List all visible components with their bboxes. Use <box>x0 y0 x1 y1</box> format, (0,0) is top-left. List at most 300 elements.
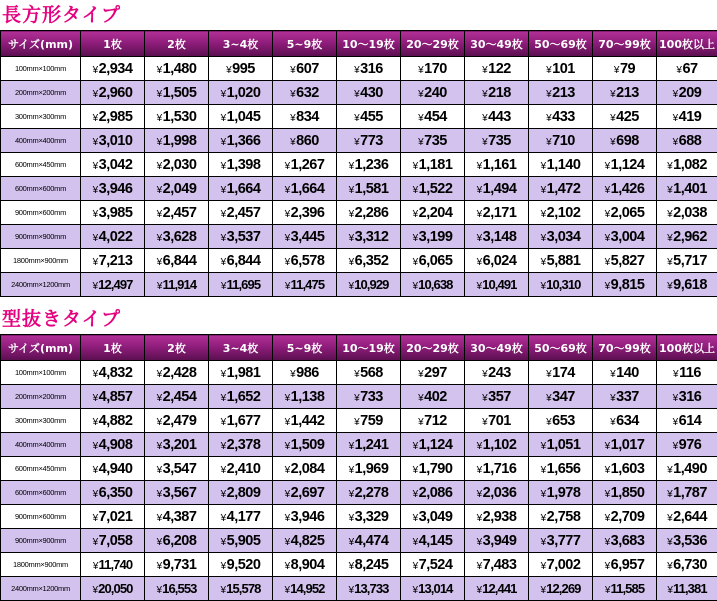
price-value: 116 <box>679 365 701 381</box>
price-value: 2,644 <box>673 509 707 525</box>
price-cell <box>401 129 465 153</box>
price-value: 7,002 <box>547 557 581 573</box>
price-value: 6,844 <box>227 253 261 269</box>
size-cell: 1800mm×900mm <box>1 553 81 577</box>
yen-symbol: ¥ <box>610 369 615 380</box>
yen-symbol: ¥ <box>605 161 610 172</box>
size-cell: 300mm×300mm <box>1 409 81 433</box>
price-cell <box>465 153 529 177</box>
table-row <box>1 225 717 249</box>
price-cell <box>593 273 657 297</box>
price-cell <box>273 481 337 505</box>
yen-symbol: ¥ <box>667 233 672 244</box>
price-value: 1,161 <box>483 157 517 173</box>
price-value: 12,497 <box>98 277 132 292</box>
price-value: 240 <box>424 85 447 101</box>
price-cell <box>209 529 273 553</box>
yen-symbol: ¥ <box>285 465 290 476</box>
price-cell <box>465 129 529 153</box>
yen-symbol: ¥ <box>285 417 290 428</box>
size-cell: 200mm×200mm <box>1 81 81 105</box>
price-cell <box>593 385 657 409</box>
price-value: 454 <box>424 109 447 125</box>
price-cell <box>401 409 465 433</box>
rectangle-type-section <box>0 0 717 297</box>
yen-symbol: ¥ <box>354 393 359 404</box>
price-value: 735 <box>424 133 447 149</box>
table-row <box>1 433 717 457</box>
price-cell <box>273 129 337 153</box>
yen-symbol: ¥ <box>93 369 98 380</box>
size-cell: 100mm×100mm <box>1 57 81 81</box>
yen-symbol: ¥ <box>546 137 551 148</box>
price-cell <box>337 81 401 105</box>
yen-symbol: ¥ <box>92 281 97 292</box>
price-value: 1,787 <box>673 485 707 501</box>
yen-symbol: ¥ <box>285 489 290 500</box>
quantity-column-header: 50～69枚 <box>529 31 593 57</box>
yen-symbol: ¥ <box>349 537 354 548</box>
yen-symbol: ¥ <box>348 281 353 292</box>
price-value: 2,171 <box>483 205 517 221</box>
price-value: 712 <box>424 413 447 429</box>
yen-symbol: ¥ <box>349 161 354 172</box>
table-row <box>1 129 717 153</box>
yen-symbol: ¥ <box>605 513 610 524</box>
price-value: 2,030 <box>163 157 197 173</box>
price-value: 218 <box>488 85 511 101</box>
price-value: 8,245 <box>355 557 389 573</box>
price-cell <box>593 433 657 457</box>
price-cell <box>273 529 337 553</box>
price-value: 20,050 <box>98 581 132 596</box>
yen-symbol: ¥ <box>93 65 98 76</box>
yen-symbol: ¥ <box>348 585 353 596</box>
price-value: 6,352 <box>355 253 389 269</box>
price-cell <box>593 201 657 225</box>
yen-symbol: ¥ <box>354 137 359 148</box>
price-value: 2,428 <box>163 365 197 381</box>
price-value: 9,520 <box>227 557 261 573</box>
price-cell <box>209 577 273 601</box>
price-value: 995 <box>232 61 255 77</box>
price-cell <box>593 577 657 601</box>
price-cell <box>145 201 209 225</box>
price-value: 976 <box>679 437 702 453</box>
yen-symbol: ¥ <box>605 185 610 196</box>
price-value: 2,960 <box>99 85 133 101</box>
quantity-column-header: 3~4枚 <box>209 31 273 57</box>
price-value: 2,278 <box>355 485 389 501</box>
price-cell <box>529 201 593 225</box>
price-cell <box>401 457 465 481</box>
price-value: 2,457 <box>227 205 261 221</box>
price-value: 316 <box>360 61 383 77</box>
price-value: 1,978 <box>547 485 581 501</box>
price-value: 4,474 <box>355 533 389 549</box>
quantity-column-header: 10～19枚 <box>337 31 401 57</box>
price-cell <box>593 57 657 81</box>
price-value: 5,881 <box>547 253 581 269</box>
price-cell <box>529 249 593 273</box>
yen-symbol: ¥ <box>221 161 226 172</box>
price-value: 1,124 <box>611 157 645 173</box>
yen-symbol: ¥ <box>541 513 546 524</box>
price-value: 2,697 <box>291 485 325 501</box>
price-cell <box>273 433 337 457</box>
price-table <box>0 30 717 297</box>
price-cell <box>145 153 209 177</box>
yen-symbol: ¥ <box>284 585 289 596</box>
price-cell <box>81 129 145 153</box>
price-cell <box>81 553 145 577</box>
yen-symbol: ¥ <box>221 393 226 404</box>
yen-symbol: ¥ <box>221 233 226 244</box>
yen-symbol: ¥ <box>477 185 482 196</box>
yen-symbol: ¥ <box>418 89 423 100</box>
yen-symbol: ¥ <box>541 233 546 244</box>
quantity-column-header: 3~4枚 <box>209 335 273 361</box>
yen-symbol: ¥ <box>477 441 482 452</box>
yen-symbol: ¥ <box>477 161 482 172</box>
price-cell <box>529 481 593 505</box>
yen-symbol: ¥ <box>354 369 359 380</box>
price-value: 1,241 <box>355 437 389 453</box>
size-column-header: サイズ(mm) <box>1 31 81 57</box>
price-value: 2,396 <box>291 205 325 221</box>
price-value: 1,998 <box>163 133 197 149</box>
yen-symbol: ¥ <box>610 417 615 428</box>
price-value: 12,441 <box>482 581 516 596</box>
price-value: 4,940 <box>99 461 133 477</box>
price-cell <box>529 129 593 153</box>
yen-symbol: ¥ <box>667 465 672 476</box>
price-cell <box>81 153 145 177</box>
yen-symbol: ¥ <box>93 417 98 428</box>
yen-symbol: ¥ <box>667 161 672 172</box>
yen-symbol: ¥ <box>482 369 487 380</box>
yen-symbol: ¥ <box>413 441 418 452</box>
price-value: 735 <box>488 133 511 149</box>
price-value: 3,049 <box>419 509 453 525</box>
price-cell <box>145 433 209 457</box>
size-cell: 900mm×900mm <box>1 225 81 249</box>
yen-symbol: ¥ <box>221 137 226 148</box>
price-value: 3,946 <box>99 181 133 197</box>
price-cell <box>337 57 401 81</box>
price-cell <box>273 81 337 105</box>
yen-symbol: ¥ <box>482 113 487 124</box>
yen-symbol: ¥ <box>605 489 610 500</box>
yen-symbol: ¥ <box>605 257 610 268</box>
price-cell <box>81 105 145 129</box>
yen-symbol: ¥ <box>477 561 482 572</box>
yen-symbol: ¥ <box>540 585 545 596</box>
price-value: 5,905 <box>227 533 261 549</box>
table-row <box>1 105 717 129</box>
price-cell <box>209 481 273 505</box>
price-value: 759 <box>360 413 383 429</box>
quantity-column-header: 70～99枚 <box>593 31 657 57</box>
price-cell <box>529 433 593 457</box>
size-column-header: サイズ(mm) <box>1 335 81 361</box>
price-cell <box>81 409 145 433</box>
price-cell <box>593 249 657 273</box>
price-value: 2,985 <box>99 109 133 125</box>
yen-symbol: ¥ <box>93 161 98 172</box>
yen-symbol: ¥ <box>285 537 290 548</box>
quantity-column-header: 1枚 <box>81 335 145 361</box>
price-cell <box>337 361 401 385</box>
price-cell <box>465 457 529 481</box>
price-value: 7,058 <box>99 533 133 549</box>
price-value: 9,731 <box>163 557 197 573</box>
price-cell <box>593 129 657 153</box>
price-value: 4,387 <box>163 509 197 525</box>
price-value: 101 <box>552 61 575 77</box>
price-value: 1,490 <box>673 461 707 477</box>
price-cell <box>81 177 145 201</box>
size-cell: 900mm×600mm <box>1 201 81 225</box>
price-value: 6,844 <box>163 253 197 269</box>
table-row <box>1 81 717 105</box>
price-value: 213 <box>616 85 639 101</box>
table-row <box>1 57 717 81</box>
price-cell <box>81 249 145 273</box>
price-value: 6,730 <box>673 557 707 573</box>
price-cell <box>401 225 465 249</box>
price-cell <box>145 177 209 201</box>
yen-symbol: ¥ <box>157 89 162 100</box>
price-cell <box>657 273 717 297</box>
price-value: 6,024 <box>483 253 517 269</box>
price-cell <box>81 57 145 81</box>
yen-symbol: ¥ <box>157 393 162 404</box>
price-cell <box>337 177 401 201</box>
yen-symbol: ¥ <box>614 65 619 76</box>
price-value: 9,618 <box>673 277 707 293</box>
price-value: 632 <box>296 85 319 101</box>
price-cell <box>145 529 209 553</box>
price-cell <box>81 505 145 529</box>
price-cell <box>529 57 593 81</box>
quantity-column-header: 100枚以上 <box>657 335 717 361</box>
yen-symbol: ¥ <box>221 441 226 452</box>
yen-symbol: ¥ <box>157 257 162 268</box>
price-cell <box>145 457 209 481</box>
price-value: 701 <box>488 413 511 429</box>
price-value: 419 <box>679 109 702 125</box>
yen-symbol: ¥ <box>610 393 615 404</box>
price-cell <box>81 225 145 249</box>
yen-symbol: ¥ <box>605 561 610 572</box>
price-cell <box>145 105 209 129</box>
price-value: 3,777 <box>547 533 581 549</box>
price-value: 15,578 <box>226 581 260 596</box>
table-row <box>1 481 717 505</box>
price-cell <box>529 225 593 249</box>
price-value: 1,102 <box>483 437 517 453</box>
yen-symbol: ¥ <box>667 257 672 268</box>
price-value: 1,267 <box>291 157 325 173</box>
table-row <box>1 153 717 177</box>
price-cell <box>529 505 593 529</box>
price-value: 12,269 <box>546 581 580 596</box>
price-value: 2,809 <box>227 485 261 501</box>
price-value: 3,536 <box>673 533 707 549</box>
yen-symbol: ¥ <box>477 537 482 548</box>
yen-symbol: ¥ <box>93 89 98 100</box>
price-cell <box>401 577 465 601</box>
yen-symbol: ¥ <box>220 585 225 596</box>
price-cell <box>593 361 657 385</box>
yen-symbol: ¥ <box>676 65 681 76</box>
price-value: 16,553 <box>162 581 196 596</box>
price-cell <box>145 249 209 273</box>
price-cell <box>529 409 593 433</box>
size-cell: 2400mm×1200mm <box>1 577 81 601</box>
price-value: 1,790 <box>419 461 453 477</box>
price-value: 1,401 <box>673 181 707 197</box>
quantity-column-header: 20～29枚 <box>401 335 465 361</box>
price-cell <box>401 81 465 105</box>
price-value: 1,677 <box>227 413 261 429</box>
price-value: 3,628 <box>163 229 197 245</box>
price-cell <box>81 481 145 505</box>
price-cell <box>145 225 209 249</box>
yen-symbol: ¥ <box>482 89 487 100</box>
price-value: 1,656 <box>547 461 581 477</box>
yen-symbol: ¥ <box>93 393 98 404</box>
yen-symbol: ¥ <box>667 513 672 524</box>
price-cell <box>657 57 717 81</box>
price-cell <box>465 433 529 457</box>
price-cell <box>593 81 657 105</box>
price-cell <box>529 273 593 297</box>
yen-symbol: ¥ <box>349 185 354 196</box>
yen-symbol: ¥ <box>285 281 290 292</box>
price-cell <box>401 177 465 201</box>
yen-symbol: ¥ <box>541 185 546 196</box>
price-cell <box>145 81 209 105</box>
price-value: 1,480 <box>163 61 197 77</box>
yen-symbol: ¥ <box>605 209 610 220</box>
yen-symbol: ¥ <box>93 257 98 268</box>
price-cell <box>593 177 657 201</box>
price-value: 11,695 <box>227 277 261 292</box>
yen-symbol: ¥ <box>157 561 162 572</box>
price-value: 2,709 <box>611 509 645 525</box>
yen-symbol: ¥ <box>157 537 162 548</box>
quantity-column-header: 100枚以上 <box>657 31 717 57</box>
section-title: 型抜きタイプ <box>0 304 717 334</box>
price-cell <box>209 153 273 177</box>
price-cell <box>337 129 401 153</box>
size-cell: 900mm×600mm <box>1 505 81 529</box>
yen-symbol: ¥ <box>418 113 423 124</box>
yen-symbol: ¥ <box>221 257 226 268</box>
size-cell: 100mm×100mm <box>1 361 81 385</box>
yen-symbol: ¥ <box>476 585 481 596</box>
price-value: 4,882 <box>99 413 133 429</box>
yen-symbol: ¥ <box>93 489 98 500</box>
price-value: 2,084 <box>291 461 325 477</box>
header-row <box>1 31 717 57</box>
price-cell <box>529 361 593 385</box>
yen-symbol: ¥ <box>156 585 161 596</box>
yen-symbol: ¥ <box>673 441 678 452</box>
price-cell <box>529 529 593 553</box>
yen-symbol: ¥ <box>546 89 551 100</box>
yen-symbol: ¥ <box>93 513 98 524</box>
price-cell <box>657 129 717 153</box>
price-cell <box>145 129 209 153</box>
price-cell <box>401 249 465 273</box>
size-cell: 200mm×200mm <box>1 385 81 409</box>
table-row <box>1 273 717 297</box>
price-value: 6,578 <box>291 253 325 269</box>
table-row <box>1 409 717 433</box>
price-value: 1,472 <box>547 181 581 197</box>
price-cell <box>657 361 717 385</box>
price-cell <box>81 385 145 409</box>
price-value: 4,825 <box>291 533 325 549</box>
price-cell <box>529 457 593 481</box>
yen-symbol: ¥ <box>157 161 162 172</box>
price-cell <box>529 385 593 409</box>
price-cell <box>529 153 593 177</box>
price-cell <box>465 505 529 529</box>
price-value: 1,017 <box>611 437 645 453</box>
price-cell <box>273 385 337 409</box>
price-value: 1,664 <box>291 181 325 197</box>
yen-symbol: ¥ <box>285 513 290 524</box>
yen-symbol: ¥ <box>349 233 354 244</box>
yen-symbol: ¥ <box>546 393 551 404</box>
price-cell <box>401 57 465 81</box>
quantity-column-header: 5~9枚 <box>273 335 337 361</box>
yen-symbol: ¥ <box>610 137 615 148</box>
price-cell <box>529 177 593 201</box>
yen-symbol: ¥ <box>610 113 615 124</box>
price-cell <box>209 433 273 457</box>
yen-symbol: ¥ <box>349 441 354 452</box>
price-value: 634 <box>616 413 639 429</box>
price-value: 3,567 <box>163 485 197 501</box>
yen-symbol: ¥ <box>93 465 98 476</box>
price-value: 430 <box>360 85 383 101</box>
price-cell <box>465 385 529 409</box>
price-cell <box>81 577 145 601</box>
yen-symbol: ¥ <box>93 113 98 124</box>
size-cell: 300mm×300mm <box>1 105 81 129</box>
yen-symbol: ¥ <box>546 369 551 380</box>
price-cell <box>337 249 401 273</box>
price-value: 10,491 <box>482 277 516 292</box>
yen-symbol: ¥ <box>157 281 162 292</box>
yen-symbol: ¥ <box>418 417 423 428</box>
yen-symbol: ¥ <box>413 185 418 196</box>
price-value: 11,475 <box>291 277 325 292</box>
price-value: 607 <box>296 61 319 77</box>
price-value: 170 <box>424 61 447 77</box>
price-cell <box>465 81 529 105</box>
yen-symbol: ¥ <box>285 561 290 572</box>
price-value: 1,505 <box>163 85 197 101</box>
yen-symbol: ¥ <box>157 233 162 244</box>
price-cell <box>209 57 273 81</box>
price-value: 2,479 <box>163 413 197 429</box>
